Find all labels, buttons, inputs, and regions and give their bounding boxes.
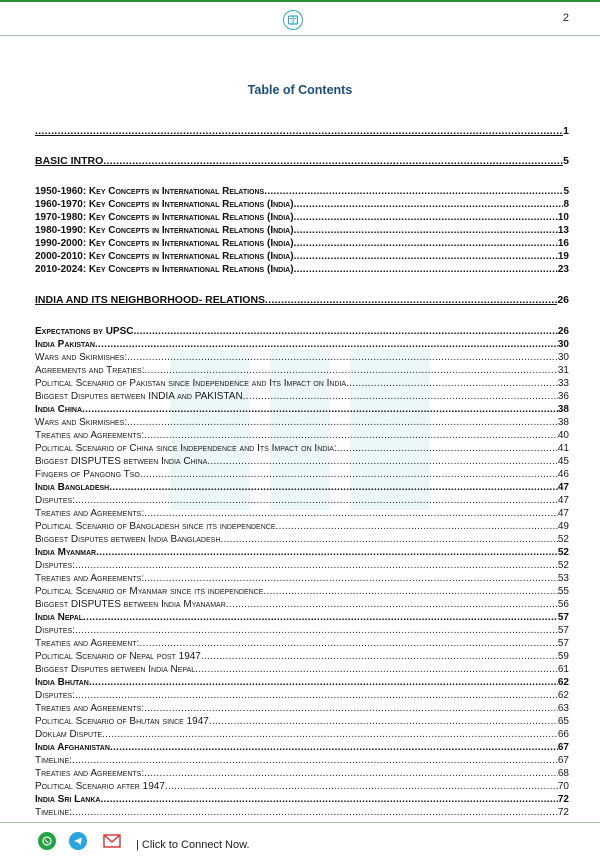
toc-entry[interactable]: Biggest Disputes between India Nepal ..... 61 [35, 664, 569, 676]
toc-entry[interactable]: India Bangladesh ..... 47 [35, 482, 569, 494]
whatsapp-icon[interactable] [38, 832, 56, 850]
toc-entry[interactable]: Treaties and Agreements: ..... 68 [35, 768, 569, 780]
toc-entry[interactable]: Treaties and Agreements: ..... 53 [35, 573, 569, 585]
toc-entry[interactable]: Disputes: ..... 57 [35, 625, 569, 637]
toc-entry[interactable]: ..... 1 [35, 125, 569, 137]
toc-entry[interactable]: 1970-1980: Key Concepts in International Relations (India) ..... 10 [35, 212, 569, 224]
toc-entry[interactable]: Agreements and Treaties: ..... 31 [35, 365, 569, 377]
toc-entry[interactable]: India Pakistan ..... 30 [35, 339, 569, 351]
toc-entry[interactable]: Political Scenario of Myanmar since its independence ..... 55 [35, 586, 569, 598]
toc-entry[interactable]: Political Scenario of Pakistan since Independence and Its Impact on India ..... 33 [35, 378, 569, 390]
toc-entry[interactable]: India China ..... 38 [35, 404, 569, 416]
telegram-icon[interactable] [69, 832, 87, 850]
toc-entry[interactable]: 2000-2010: Key Concepts in International Relations (India) ..... 19 [35, 251, 569, 263]
toc-entry[interactable]: Disputes: ..... 62 [35, 690, 569, 702]
toc-entry[interactable]: Political Scenario of Nepal post 1947 ..... 59 [35, 651, 569, 663]
toc-entry[interactable]: Political Scenario of Bangladesh since its independence ..... 49 [35, 521, 569, 533]
toc-entry[interactable]: Doklam Dispute ..... 66 [35, 729, 569, 741]
page-header [0, 2, 600, 36]
page-number: 2 [562, 12, 569, 24]
toc-entry[interactable]: 1960-1970: Key Concepts in International Relations (India) ..... 8 [35, 199, 569, 211]
toc-entry[interactable]: Treaties and Agreement: ..... 57 [35, 638, 569, 650]
toc-entry[interactable]: Treaties and Agreements: ..... 40 [35, 430, 569, 442]
toc-entry[interactable]: 1950-1960: Key Concepts in International Relations ..... 5 [35, 186, 569, 198]
toc-entry[interactable]: Fingers of Pangong Tso ..... 46 [35, 469, 569, 481]
toc-entry[interactable]: 2010-2024: Key Concepts in International Relations (India) ..... 23 [35, 264, 569, 276]
toc-entry[interactable]: Biggest Disputes between INDIA and PAKISTAN ..... 36 [35, 391, 569, 403]
toc-entry[interactable]: Timeline: ..... 67 [35, 755, 569, 767]
mail-icon[interactable] [103, 834, 121, 848]
toc-entry[interactable]: Wars and Skirmishes: ..... 38 [35, 417, 569, 429]
toc-entry[interactable]: Political Scenario after 1947 ..... 70 [35, 781, 569, 793]
toc-entry[interactable]: BASIC INTRO ..... 5 [35, 155, 569, 167]
toc-entry[interactable]: Political Scenario of Bhutan since 1947 ..... 65 [35, 716, 569, 728]
page-footer [0, 822, 600, 859]
toc-entry[interactable]: Biggest DISPUTES between India China ..... 45 [35, 456, 569, 468]
toc-entry[interactable]: Biggest Disputes between India Bangladesh ..... 52 [35, 534, 569, 546]
toc-entry[interactable]: Political Scenario of China since Independence and Its Impact on India: ..... 41 [35, 443, 569, 455]
toc-entry[interactable]: India Afghanistan ..... 67 [35, 742, 569, 754]
toc-entry[interactable]: 1990-2000: Key Concepts in International Relations (India) ..... 16 [35, 238, 569, 250]
toc-entry[interactable]: India Sri Lanka ..... 72 [35, 794, 569, 806]
toc-title: Table of Contents [247, 83, 353, 97]
toc-entry[interactable]: India Nepal ..... 57 [35, 612, 569, 624]
toc-entry[interactable]: INDIA AND ITS NEIGHBORHOOD- RELATIONS ..... 26 [35, 294, 569, 306]
toc-entry[interactable]: Timeline: ..... 72 [35, 807, 569, 819]
toc-entry[interactable]: Wars and Skirmishes: ..... 30 [35, 352, 569, 364]
book-logo-icon [283, 10, 303, 30]
toc-entry[interactable]: India Myanmar ..... 52 [35, 547, 569, 559]
toc-entry[interactable]: 1980-1990: Key Concepts in International Relations (India) ..... 13 [35, 225, 569, 237]
toc-entry[interactable]: Disputes: ..... 52 [35, 560, 569, 572]
connect-link[interactable]: | Click to Connect Now. [136, 839, 250, 851]
toc-entry[interactable]: Expectations by UPSC ..... 26 [35, 326, 569, 338]
toc-entry[interactable]: Disputes: ..... 47 [35, 495, 569, 507]
toc-entry[interactable]: Treaties and Agreements: ..... 63 [35, 703, 569, 715]
toc-entry[interactable]: Biggest DISPUTES between India Myanamar ..... 56 [35, 599, 569, 611]
toc-entry[interactable]: Treaties and Agreements: ..... 47 [35, 508, 569, 520]
toc-entry[interactable]: India Bhutan ..... 62 [35, 677, 569, 689]
